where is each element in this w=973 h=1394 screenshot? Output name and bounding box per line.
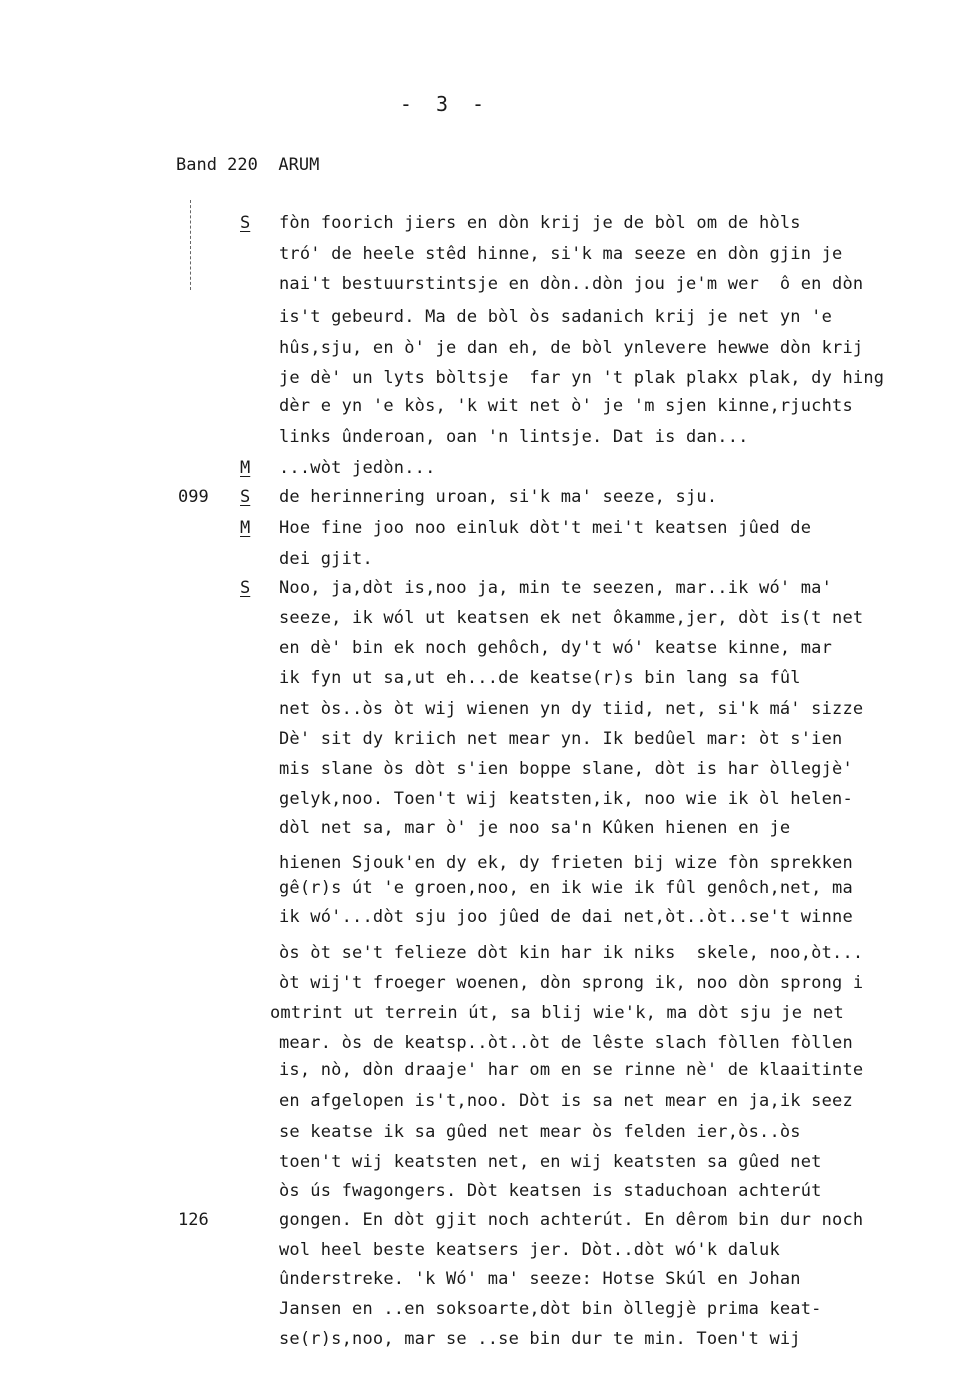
text-line: Hoe fine joo noo einluk dòt't mei't keatsen jûed de bbox=[279, 518, 812, 538]
text-line: toen't wij keatsten net, en wij keatsten sa gûed net bbox=[279, 1152, 822, 1172]
text-line: Jansen en ..en soksoarte,dòt bin òllegjè prima keat- bbox=[279, 1299, 822, 1319]
text-line: gelyk,noo. Toen't wij keatsten,ik, noo wie ik òl helen- bbox=[279, 789, 853, 809]
text-line: omtrint ut terrein út, sa blij wie'k, ma dòt sju je net bbox=[270, 1003, 844, 1023]
speaker-marker: S bbox=[240, 578, 251, 598]
text-line: wol heel beste keatsers jer. Dòt..dòt wó'k daluk bbox=[279, 1240, 780, 1260]
text-line: en afgelopen is't,noo. Dòt is sa net mear en ja,ik seez bbox=[279, 1091, 853, 1111]
text-line: òt wij't froeger woenen, dòn sprong ik, noo dòn sprong i bbox=[279, 973, 864, 993]
text-line: òs ús fwagongers. Dòt keatsen is staduchoan achterút bbox=[279, 1181, 822, 1201]
text-line: ik fyn ut sa,ut eh...de keatse(r)s bin lang sa fûl bbox=[279, 668, 801, 688]
text-line: mear. òs de keatsp..òt..òt de lêste slach fòllen fòllen bbox=[279, 1033, 853, 1053]
text-line: de herinnering uroan, si'k ma' seeze, sju. bbox=[279, 487, 718, 507]
text-line: Noo, ja,dòt is,noo ja, min te seezen, mar..ik wó' ma' bbox=[279, 578, 833, 598]
text-line: hienen Sjouk'en dy ek, dy frieten bij wize fòn sprekken bbox=[279, 853, 853, 873]
text-line: gê(r)s út 'e groen,noo, en ik wie ik fûl genôch,net, ma bbox=[279, 878, 853, 898]
text-line: se(r)s,noo, mar se ..se bin dur te min. Toen't wij bbox=[279, 1329, 801, 1349]
speaker-marker: S bbox=[240, 487, 251, 507]
text-line: hûs,sju, en ò' je dan eh, de bòl ynlevere hewwe dòn krij bbox=[279, 338, 864, 358]
text-line: ik wó'...dòt sju joo jûed de dai net,òt..òt..se't winne bbox=[279, 907, 853, 927]
speaker-marker: M bbox=[240, 458, 251, 478]
text-line: Dè' sit dy kriich net mear yn. Ik bedûel mar: òt s'ien bbox=[279, 729, 843, 749]
place-label: ARUM bbox=[278, 155, 320, 175]
margin-number: 126 bbox=[178, 1210, 209, 1230]
text-line: is, nò, dòn draaje' har om en se rinne nè' de klaaitinte bbox=[279, 1060, 864, 1080]
text-line: dei gjit. bbox=[279, 549, 373, 569]
band-label: Band 220 bbox=[176, 155, 258, 175]
text-line: dòl net sa, mar ò' je noo sa'n Kûken hienen en je bbox=[279, 818, 791, 838]
text-line: je dè' un lyts bòltsje far yn 't plak plakx plak, dy hing bbox=[279, 368, 885, 388]
text-line: mis slane òs dòt s'ien boppe slane, dòt is har òllegjè' bbox=[279, 759, 853, 779]
margin-number: 099 bbox=[178, 487, 209, 507]
text-line: gongen. En dòt gjit noch achterút. En dêrom bin dur noch bbox=[279, 1210, 864, 1230]
text-line: links ûnderoan, oan 'n lintsje. Dat is dan... bbox=[279, 427, 749, 447]
text-line: is't gebeurd. Ma de bòl òs sadanich krij je net yn 'e bbox=[279, 307, 833, 327]
pencil-margin-mark bbox=[190, 200, 191, 290]
text-line: fòn foorich jiers en dòn krij je de bòl om de hòls bbox=[279, 213, 801, 233]
text-line: ûnderstreke. 'k Wó' ma' seeze: Hotse Skúl en Johan bbox=[279, 1269, 801, 1289]
text-line: tró' de heele stêd hinne, si'k ma seeze en dòn gjin je bbox=[279, 244, 843, 264]
text-line: ...wòt jedòn... bbox=[279, 458, 436, 478]
text-line: en dè' bin ek noch gehôch, dy't wó' keatse kinne, mar bbox=[279, 638, 833, 658]
text-line: seeze, ik wól ut keatsen ek net ôkamme,jer, dòt is(t net bbox=[279, 608, 864, 628]
text-line: òs òt se't felieze dòt kin har ik niks skele, noo,òt... bbox=[279, 943, 864, 963]
document-header bbox=[176, 155, 319, 175]
speaker-marker: S bbox=[240, 213, 251, 233]
speaker-marker: M bbox=[240, 518, 251, 538]
text-line: net òs..òs òt wij wienen yn dy tiid, net, si'k má' sizze bbox=[279, 699, 864, 719]
text-line: se keatse ik sa gûed net mear òs felden ier,òs..òs bbox=[279, 1122, 801, 1142]
text-line: dèr e yn 'e kòs, 'k wit net ò' je 'm sjen kinne,rjuchts bbox=[279, 396, 853, 416]
text-line: nai't bestuurstintsje en dòn..dòn jou je'm wer ô en dòn bbox=[279, 274, 864, 294]
page-number: - 3 - bbox=[399, 92, 491, 116]
